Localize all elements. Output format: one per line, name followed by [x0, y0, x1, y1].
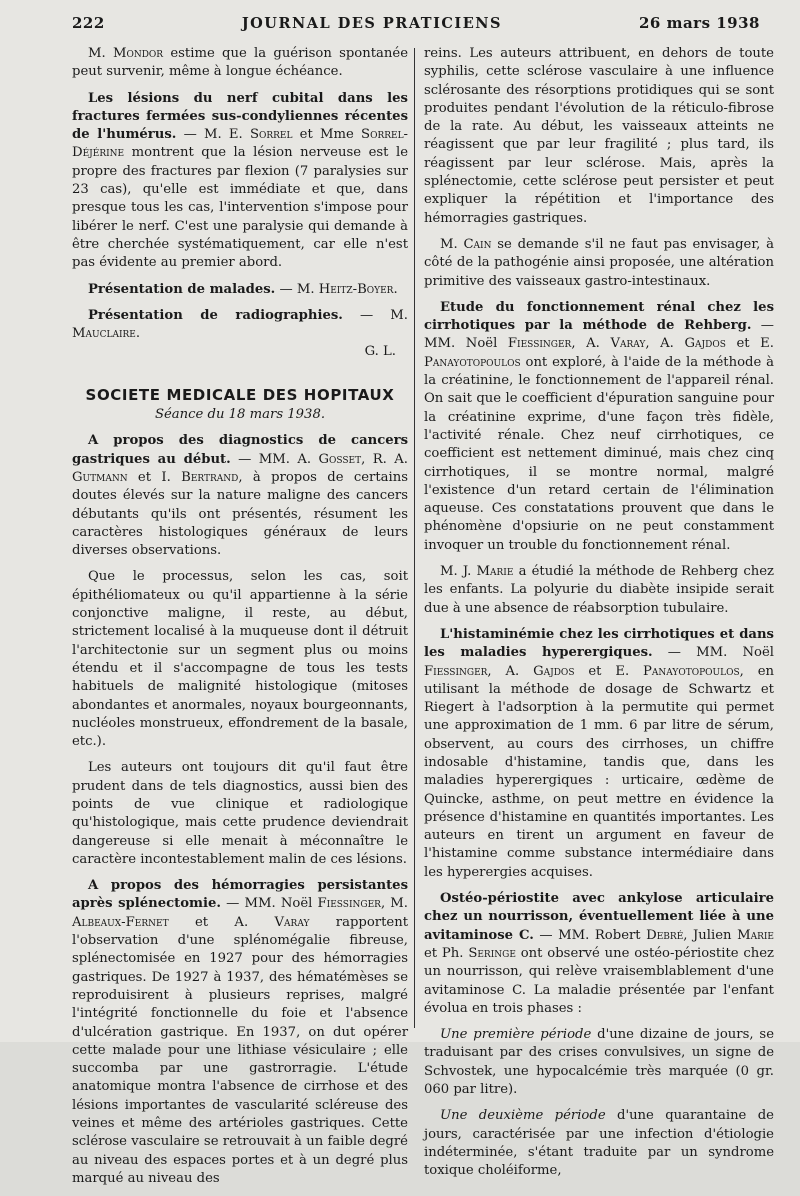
- right-column: [424, 45, 774, 1189]
- text-fragment: — M. E.: [176, 127, 250, 143]
- paragraph-text: rapportent l'observation d'une splénomégalie fibreuse, splénectomisée en 1927 pour des hémorragies gastriques. De 1927 à 1937, des hématémèses se reproduisirent à plusieurs reprises, malgré l'intégrité fonctionnelle du foie et l'absence d'ulcération gastrique. En 1937, on dut opérer cette malade pour une lithiase vésiculaire ; elle succomba par une gastrorragie. L'étude anatomique montra l'absence de cirrhose et des lésions importantes de vascularité scléreuse des veines et même des artérioles gastriques. Cette sclérose vasculaire se retrouvait à un faible degré au niveau des espaces portes et à un degré plus marqué au niveau des: [72, 914, 408, 1186]
- author-name: Debré: [646, 927, 684, 943]
- article-heading: A propos des hémorragies persistantes après splénectomie.: [72, 878, 408, 912]
- left-column: [72, 45, 408, 1196]
- page-number: 222: [72, 14, 105, 32]
- paragraph-text: a étudié la méthode de Rehberg chez les enfants. La polyurie du diabète insipide serait due à une absence de réabsorption tubulaire.: [424, 564, 774, 616]
- author-name: Gosset: [318, 451, 362, 467]
- text-fragment: — MM. Noël: [424, 318, 774, 352]
- text-fragment: — M.: [275, 281, 319, 297]
- author-name: Albeaux-Fernet: [72, 914, 169, 930]
- paragraph: [72, 45, 408, 82]
- author-name: Gajdos: [533, 663, 575, 679]
- paragraph: Que le processus, selon les cas, soit épithéliomateux ou qu'il appartienne à la série conjonctive maligne, il reste, au début, strictement localisé à la muqueuse dont il détruit l'architectonie sur un segment plus ou moins étendu et il s'accompagne de tous les tests habituels de malignité histologique (mitoses abondantes et anormales, noyaux bourgeonnants, nucléoles monstrueux, effondrement de la basale, etc.).: [72, 569, 408, 750]
- paragraph-text: ont observé une ostéo-périostite chez un nourrisson, qui relève vraisemblablement d'une avitaminose C. La maladie présentée par l'enfant évolua en trois phases :: [424, 945, 775, 1016]
- author-name: Varay: [274, 914, 310, 930]
- text-fragment: et E.: [725, 336, 775, 352]
- author-name: Cain: [463, 236, 492, 252]
- author-name: Fiessinger: [507, 336, 572, 352]
- issue-date: 26 mars 1938: [638, 14, 760, 32]
- paragraph: reins. Les auteurs attribuent, en dehors de toute syphilis, cette sclérose vasculaire à une influence sclérosante des résorptions protidiques qui se sont produites pendant l'évolution de la réticulo-fibrose de la rate. Au début, les vaisseaux atteints ne réagissent que par leur fragilité ; plus tard, ils réagissent par leur sclérose. Mais, après la splénectomie, cette sclérose peut persister et peut expliquer la répétition et l'importance des hémorragies gastriques.: [424, 46, 774, 226]
- text-fragment: et Mme: [292, 127, 362, 143]
- paragraph-text: estime que la guérison spontanée peut survenir, même à longue échéance.: [72, 46, 409, 80]
- paragraph: Les auteurs ont toujours dit qu'il faut être prudent dans de tels diagnostics, aussi bien des points de vue clinique et radiologique qu'histologique, mais cette prudence deviendrait dangereuse si elle menait à méconnaître le caractère incontestablement malin de ces lésions.: [72, 760, 408, 867]
- paragraph-text: d'une quarantaine de jours, caractérisée par une infection d'étiologie indéterminée, s'étant traduite par un syndrome toxique choléiforme,: [424, 1108, 774, 1179]
- author-name: Marie: [476, 564, 514, 580]
- paragraph: [424, 563, 774, 618]
- text-fragment: et A.: [168, 914, 275, 930]
- text-fragment: et E.: [574, 663, 644, 679]
- author-name: Fiessinger: [424, 663, 488, 679]
- text-fragment: , R. A.: [361, 451, 408, 467]
- text-fragment: .: [393, 281, 398, 297]
- article-osteo-periostite: [424, 890, 774, 1018]
- paragraph: [424, 1026, 774, 1099]
- paragraph-text: se demande s'il ne faut pas envisager, à côté de la pathogénie ainsi proposée, une altération primitive des vaisseaux gastro-intestinaux.: [424, 236, 774, 289]
- author-name: Fiessinger: [317, 896, 381, 912]
- author-name: Marie: [737, 927, 774, 943]
- text-fragment: — MM. Robert: [533, 927, 647, 943]
- author-name: Sorrel: [249, 127, 293, 143]
- text-fragment: et Ph.: [424, 945, 469, 961]
- article-presentation-malades: [72, 281, 408, 299]
- author-name: Mauclaire: [72, 326, 136, 342]
- text-fragment: , A.: [645, 336, 685, 352]
- article-hemorragies: [72, 877, 408, 1188]
- italic-phrase: Une deuxième période: [440, 1108, 606, 1124]
- author-name: Gajdos: [684, 336, 726, 352]
- paragraph-text: ont exploré, à l'aide de la méthode à la créatinine, le fonctionnement de l'appareil rénal. On sait que le coefficient d'épuration sanguine pour la créatinine exprime, d'une façon très fidèle, l'activité rénale. Chez neuf cirrhotiques, ce coefficient est nettement diminué, mais chez cinq cirrhotiques, il se montre normal, malgré l'existence d'un retard certain de l'élimination aqueuse. Ces constatations prouvent que dans le phénomène d'opsiurie on ne peut constamment invoquer un trouble du fonctionnement rénal.: [424, 354, 774, 553]
- author-name: Gutmann: [72, 469, 128, 485]
- paragraph: [424, 1107, 774, 1180]
- text-fragment: , Julien: [683, 927, 738, 943]
- article-heading: L'histaminémie chez les cirrhotiques et dans les maladies hyperergiques.: [424, 626, 774, 661]
- article-heading: Présentation de malades.: [88, 281, 276, 297]
- article-cubital: [72, 90, 408, 273]
- author-name: Bertrand: [181, 469, 239, 485]
- text-fragment: — MM. A.: [230, 451, 319, 467]
- author-name: Seringe: [468, 945, 516, 961]
- article-heading: Ostéo-périostite avec ankylose articulaire chez un nourrisson, éventuellement liée à une avitaminose C.: [424, 891, 774, 943]
- italic-phrase: Une première période: [440, 1027, 592, 1043]
- author-name: Panayotopoulos: [424, 354, 521, 370]
- text-fragment: .: [135, 326, 141, 342]
- paragraph-text: montrent que la lésion nerveuse est le propre des fractures par flexion (7 paralysies sur 23 cas), qu'elle est immédiate et que, dans presque tous les cas, l'intervention s'impose pour libérer le nerf. C'est une paralysie qui demande à être cherchée systématiquement, car elle n'est pas évidente au premier abord.: [72, 145, 408, 271]
- text-fragment: et I.: [127, 469, 182, 485]
- text-fragment: — MM. Noël: [220, 896, 318, 912]
- article-fonctionnement-renal: [424, 299, 774, 555]
- article-heading: Les lésions du nerf cubital dans les fractures fermées sus-condyliennes récentes de l'humérus.: [72, 90, 408, 143]
- paragraph-text: , en utilisant la méthode de dosage de Schwartz et Riegert à l'adsorption à la permutite qui permet une approximation de 1 mm. 6 par litre de sérum, observent, au cours des cirrhoses, un chiffre indosable d'histamine, tandis que, dans les maladies hyperergiques : urticaire, œdème de Quincke, asthme, on peut mettre en évidence la présence d'histamine en quantités importantes. Les auteurs en tirent un argument en faveur de l'histamine comme substance intermédiaire dans les hyperergies acquises.: [424, 663, 774, 880]
- author-name: Varay: [610, 336, 646, 352]
- signature: G. L.: [364, 344, 396, 360]
- article-histaminemie: [424, 626, 774, 882]
- paragraph: [424, 236, 774, 291]
- text-fragment: — MM. Noël: [652, 645, 774, 661]
- page-header: [72, 14, 760, 36]
- author-name: M. Mondor: [88, 46, 164, 61]
- article-presentation-radiographies: [72, 307, 408, 344]
- article-heading: A propos des diagnostics de cancers gastriques au début.: [72, 433, 408, 467]
- paragraph-text: , à propos de certains doutes élevés sur la nature maligne des cancers débutants qu'ils ont présentés, résument les caractères histologiques généraux de leurs diverses observations.: [72, 469, 408, 559]
- author-name: Sorrel-Déjérine: [72, 127, 408, 161]
- text-fragment: — M.: [342, 307, 408, 323]
- text-fragment: , A.: [571, 336, 611, 352]
- article-cancers-gastriques: [72, 432, 408, 560]
- text-fragment: , A.: [487, 663, 534, 679]
- column-divider: [414, 48, 415, 1028]
- section-title: SOCIETE MEDICALE DES HOPITAUX: [85, 385, 395, 404]
- session-date: Séance du 18 mars 1938.: [154, 407, 326, 423]
- article-heading: Présentation de radiographies.: [88, 307, 343, 323]
- author-name: Heitz-Boyer: [318, 281, 394, 297]
- journal-title: JOURNAL DES PRATICIENS: [241, 15, 502, 32]
- article-heading: Etude du fonctionnement rénal chez les cirrhotiques par la méthode de Rehberg.: [424, 299, 774, 334]
- text-fragment: , M.: [380, 896, 408, 912]
- text-fragment: M.: [440, 236, 464, 252]
- paragraph-text: d'une dizaine de jours, se traduisant par des crises convulsives, un signe de Schvostek, une hypocalcémie très marquée (0 gr. 060 par litre).: [424, 1027, 774, 1098]
- author-name: Panayotopoulos: [643, 663, 740, 679]
- text-fragment: M. J.: [440, 564, 477, 580]
